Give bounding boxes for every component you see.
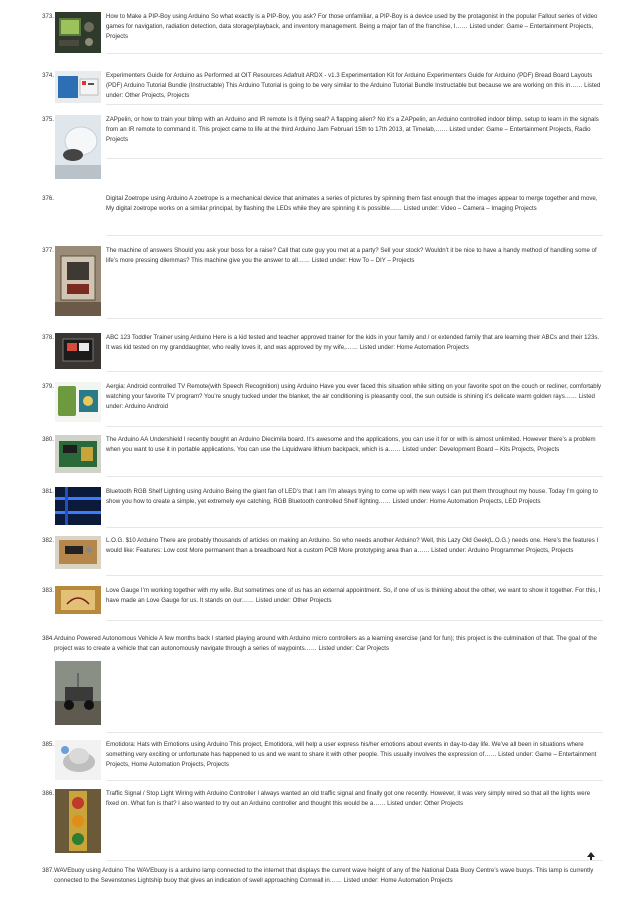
- item-description[interactable]: Bluetooth RGB Shelf Lighting using Arduino Being the giant fan of LED’s that I am I’m always trying to come up with new ways I can put them throughout my house. Today I’m going to show you how to create a simple, yet extremely eye catching, RGB Bluetooth controlled Shelf lighting…… Listed under: Home Automation Projects, LED Projects: [106, 488, 598, 506]
- divider: [106, 575, 603, 576]
- item-number: 387.: [42, 867, 54, 874]
- item-description[interactable]: ABC 123 Toddler Trainer using Arduino Here is a kid tested and teacher approved trainer for the kids in your family and / or extended family that are learning their ABCs and their 123s. It was kid tested on my granddaughter, who really loves it, and was approved by my wife,…… Listed under: Home Automation Projects: [106, 334, 600, 352]
- divider: [106, 527, 603, 528]
- item-description[interactable]: Experimenters Guide for Arduino as Performed at OIT Resources Adafruit ARDX - v1.3 Experimentation Kit for Arduino Experimenters Guide for Arduino (PDF) Bread Board Layouts (PDF) Arduino Tutorial Bundle (Instructable) This Arduino Tutorial is going to be very similar to the Arduino Tutorial Bundle Instructable but because we are working on this in…… Listed under: Other Projects, Projects: [106, 72, 601, 100]
- item-description[interactable]: The Arduino AA Undershield I recently bought an Arduino Diecimila board. It’s awesome and the applications, you can use it for or with is almost unlimited. However there’s a problem when you want to use it in portable applications. You can use the Liquidware lithium backpack, which is a…… Listed under: Development Board – Kits Projects, Projects: [106, 436, 596, 454]
- item-description[interactable]: Love Gauge I’m working together with my wife. But sometimes one of us has an external appointment. So, if one of us is thinking about the other, we want to show it together. For this, I have made an Love Gauge for us. It stands on our…… Listed under: Other Projects: [106, 587, 601, 605]
- item-number: 376.: [42, 195, 54, 202]
- thumbnail-toddler-trainer[interactable]: [55, 333, 101, 369]
- item-number: 385.: [42, 741, 54, 748]
- item-number: 374.: [42, 72, 54, 79]
- divider: [106, 53, 603, 54]
- item-number: 377.: [42, 247, 54, 254]
- divider: [106, 426, 603, 427]
- divider: [106, 235, 603, 236]
- divider: [106, 318, 603, 319]
- divider: [106, 780, 603, 781]
- item-description[interactable]: ZAPpelin, or how to train your blimp with an Arduino and IR remote Is it flying seal? A flapping alien? No it’s a ZAPpelin, an Arduino controlled indoor blimp, setup to learn in the signals from an IR remote to command it. This project came to life at the third Arduino Jam Februari 15th to 17th 2013, at Timelab,…… Listed under: Game – Entertainment Projects, Radio Projects: [106, 116, 599, 144]
- item-description[interactable]: Digital Zoetrope using Arduino A zoetrope is a mechanical device that animates a series of pictures by spinning them fast enough that the images appear to merge together and move, My digital zoetrope works on a similar principal, by flashing the LEDs while they are spinning it is possible…… Listed under: Video – Camera – Imaging Projects: [106, 195, 598, 213]
- divider: [106, 476, 603, 477]
- divider: [106, 371, 603, 372]
- item-description[interactable]: Traffic Signal / Stop Light Wiring with Arduino Controller I always wanted an old traffic signal and finally got one recently. However, it was very simply wired so that all the lights were fixed on. What fun is that? I also wanted to try out an Arduino controller and thought this would be a…… Listed under: Other Projects: [106, 790, 591, 808]
- item-number: 373.: [42, 13, 54, 20]
- divider: [106, 620, 603, 621]
- divider: [106, 860, 603, 861]
- item-description[interactable]: Arduino Powered Autonomous Vehicle A few months back I started playing around with Arduino micro controllers as a learning exercise (and for fun); this project is the culmination of that. The goal of the project was to create a vehicle that can autonomously navigate through a series of waypoints…… Listed under: Car Projects: [54, 635, 597, 653]
- thumbnail-arduino-kit[interactable]: [55, 71, 101, 103]
- item-description[interactable]: WAVEbuoy using Arduino The WAVEbuoy is a arduino lamp connected to the internet that displays the current wave height of any of the National Data Buoy Centre’s wave buoys. This lamp is currently connected to the Sevenstones Lightship buoy that gives an indication of swell approaching Cornwall in…… Listed under: Home Automation Projects: [54, 867, 594, 885]
- item-description[interactable]: Emotidora: Hats with Emotions using Arduino This project, Emotidora, will help a user express his/her emotions about events in day-to-day life. We’ve all been in situations where something very exciting or unfortunate has happened to us and we want to share it with other people. This usually involves the expression of…… Listed under: Game – Entertainment Projects, Home Automation Projects, Projects: [106, 741, 597, 769]
- thumbnail-traffic-signal[interactable]: [55, 789, 101, 853]
- thumbnail-log-arduino[interactable]: [55, 536, 101, 569]
- divider: [106, 158, 603, 159]
- item-description[interactable]: The machine of answers Should you ask your boss for a raise? Call that cute guy you met at a party? Sell your stock? Wouldn’t it be nice to have a handy method of handling some of life’s more pressing dilemmas? This machine give you the answer to all…… Listed under: How To – DIY – Projects: [106, 247, 597, 265]
- thumbnail-answer-machine[interactable]: [55, 246, 101, 316]
- item-number: 383.: [42, 587, 54, 594]
- thumbnail-love-gauge[interactable]: [55, 586, 101, 614]
- divider: [106, 732, 603, 733]
- thumbnail-undershield[interactable]: [55, 435, 101, 473]
- thumbnail-aergia[interactable]: [55, 382, 101, 422]
- thumbnail-rgb-shelf[interactable]: [55, 487, 101, 525]
- item-description[interactable]: L.O.G. $10 Arduino There are probably thousands of articles on making an Arduino. So who needs another Arduino? Well, this Lazy Old Geek(L.O.G.) needs one. Here’s the features I would like: Features: Low cost More permanent than a breadboard Not a custom PCB More prototyping area than a…… Listed under: Arduino Programmer Projects, Projects: [106, 537, 599, 555]
- thumbnail-emotidora[interactable]: [55, 740, 101, 780]
- item-description[interactable]: How to Make a PIP-Boy using Arduino So what exactly is a PIP-Boy, you ask? For those unfamiliar, a PIP-Boy is a device used by the protagonist in the popular Fallout series of video games for navigation, radiation detection, data storage/playback, and inventory management. Being a major fan of the franchise, I…… Listed under: Game – Entertainment Projects, Projects: [106, 13, 598, 41]
- thumbnail-blimp[interactable]: [55, 115, 101, 179]
- item-number: 375.: [42, 116, 54, 123]
- item-number: 386.: [42, 790, 54, 797]
- thumbnail-pipboy[interactable]: [55, 12, 101, 53]
- item-number: 380.: [42, 436, 54, 443]
- divider: [106, 104, 603, 105]
- item-number: 384.: [42, 635, 54, 642]
- item-number: 382.: [42, 537, 54, 544]
- item-number: 381.: [42, 488, 54, 495]
- item-number: 378.: [42, 334, 54, 341]
- thumbnail-autonomous-vehicle[interactable]: [55, 661, 101, 725]
- item-description[interactable]: Aergia: Android controlled TV Remote(with Speech Recognition) using Arduino Have you ever faced this situation while sitting on your favorite spot on the couch or recliner, comfortably watching your favorite TV program? You’re snugly tucked under the blanket, the air conditioning is pleasantly cool, the sun outside is shining it’s delicate warm golden rays…… Listed under: Arduino Android: [106, 383, 602, 411]
- item-number: 379.: [42, 383, 54, 390]
- back-to-top-icon[interactable]: [586, 851, 596, 861]
